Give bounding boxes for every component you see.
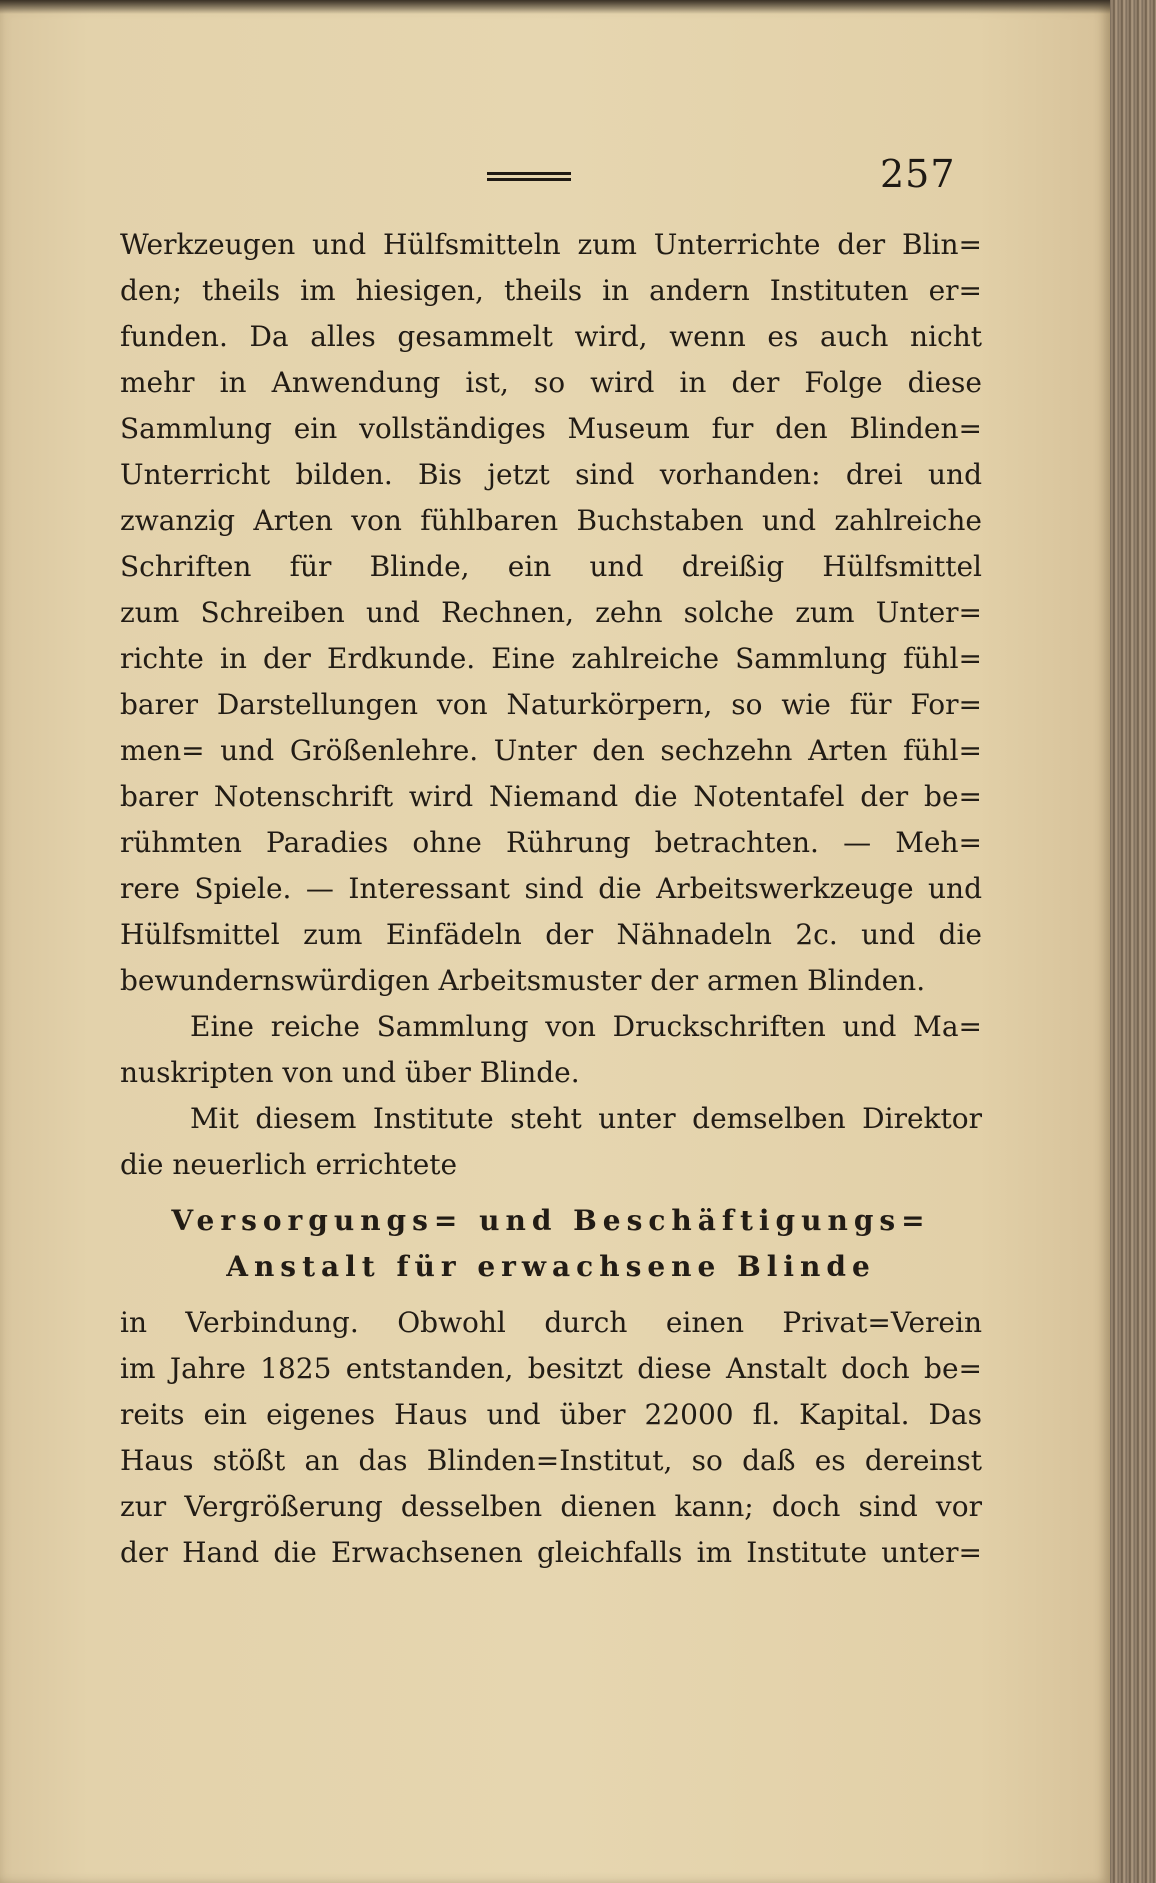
text-line: rühmten Paradies ohne Rührung betrachten. — Meh= — [120, 826, 982, 859]
text-line: Eine reiche Sammlung von Druckschriften und Ma= — [190, 1010, 982, 1043]
text-line: der Hand die Erwachsenen gleichfalls im Institute unter= — [120, 1536, 982, 1569]
text-line: den; theils im hiesigen, theils in andern Instituten er= — [120, 274, 982, 307]
top-edge-shadow — [0, 0, 1110, 14]
text-line: in Verbindung. Obwohl durch einen Privat=Verein — [120, 1306, 982, 1339]
text-line: zwanzig Arten von fühlbaren Buchstaben und zahlreiche — [120, 504, 982, 537]
page-text — [120, 222, 982, 1576]
text-line: Werkzeugen und Hülfsmitteln zum Unterrichte der Blin= — [120, 228, 982, 261]
text-line: rere Spiele. — Interessant sind die Arbeitswerkzeuge und — [120, 872, 982, 905]
text-line: Mit diesem Institute steht unter demselben Direktor — [190, 1102, 982, 1135]
section-heading-line: Versorgungs= und Beschäftigungs= — [171, 1204, 931, 1237]
text-line: Haus stößt an das Blinden=Institut, so daß es dereinst — [120, 1444, 982, 1477]
text-line: Sammlung ein vollständiges Museum fur den Blinden= — [120, 412, 982, 445]
text-line: richte in der Erdkunde. Eine zahlreiche Sammlung fühl= — [120, 642, 982, 675]
text-line: nuskripten von und über Blinde. — [120, 1056, 580, 1089]
stacked-page-edges — [1110, 0, 1156, 1883]
text-line: funden. Da alles gesammelt wird, wenn es auch nicht — [120, 320, 982, 353]
text-line: barer Notenschrift wird Niemand die Notentafel der be= — [120, 780, 982, 813]
header-double-rule — [487, 172, 571, 184]
text-line: zum Schreiben und Rechnen, zehn solche zum Unter= — [120, 596, 982, 629]
text-line: bewundernswürdigen Arbeitsmuster der armen Blinden. — [120, 964, 926, 997]
text-line: zur Vergrößerung desselben dienen kann; doch sind vor — [120, 1490, 982, 1523]
text-line: Hülfsmittel zum Einfädeln der Nähnadeln 2c. und die — [120, 918, 982, 951]
text-line: die neuerlich errichtete — [120, 1148, 458, 1181]
section-heading-line: Anstalt für erwachsene Blinde — [226, 1250, 876, 1283]
text-line: barer Darstellungen von Naturkörpern, so wie für For= — [120, 688, 982, 721]
text-line: men= und Größenlehre. Unter den sechzehn Arten fühl= — [120, 734, 982, 767]
text-line: im Jahre 1825 entstanden, besitzt diese Anstalt doch be= — [120, 1352, 982, 1385]
text-line: reits ein eigenes Haus und über 22000 fl. Kapital. Das — [120, 1398, 982, 1431]
header-rule-line — [487, 172, 571, 175]
header-rule-line — [487, 178, 571, 181]
text-line: mehr in Anwendung ist, so wird in der Folge diese — [120, 366, 982, 399]
page-number: 257 — [880, 152, 956, 196]
text-line: Unterricht bilden. Bis jetzt sind vorhanden: drei und — [120, 458, 982, 491]
text-line: Schriften für Blinde, ein und dreißig Hülfsmittel — [120, 550, 982, 583]
